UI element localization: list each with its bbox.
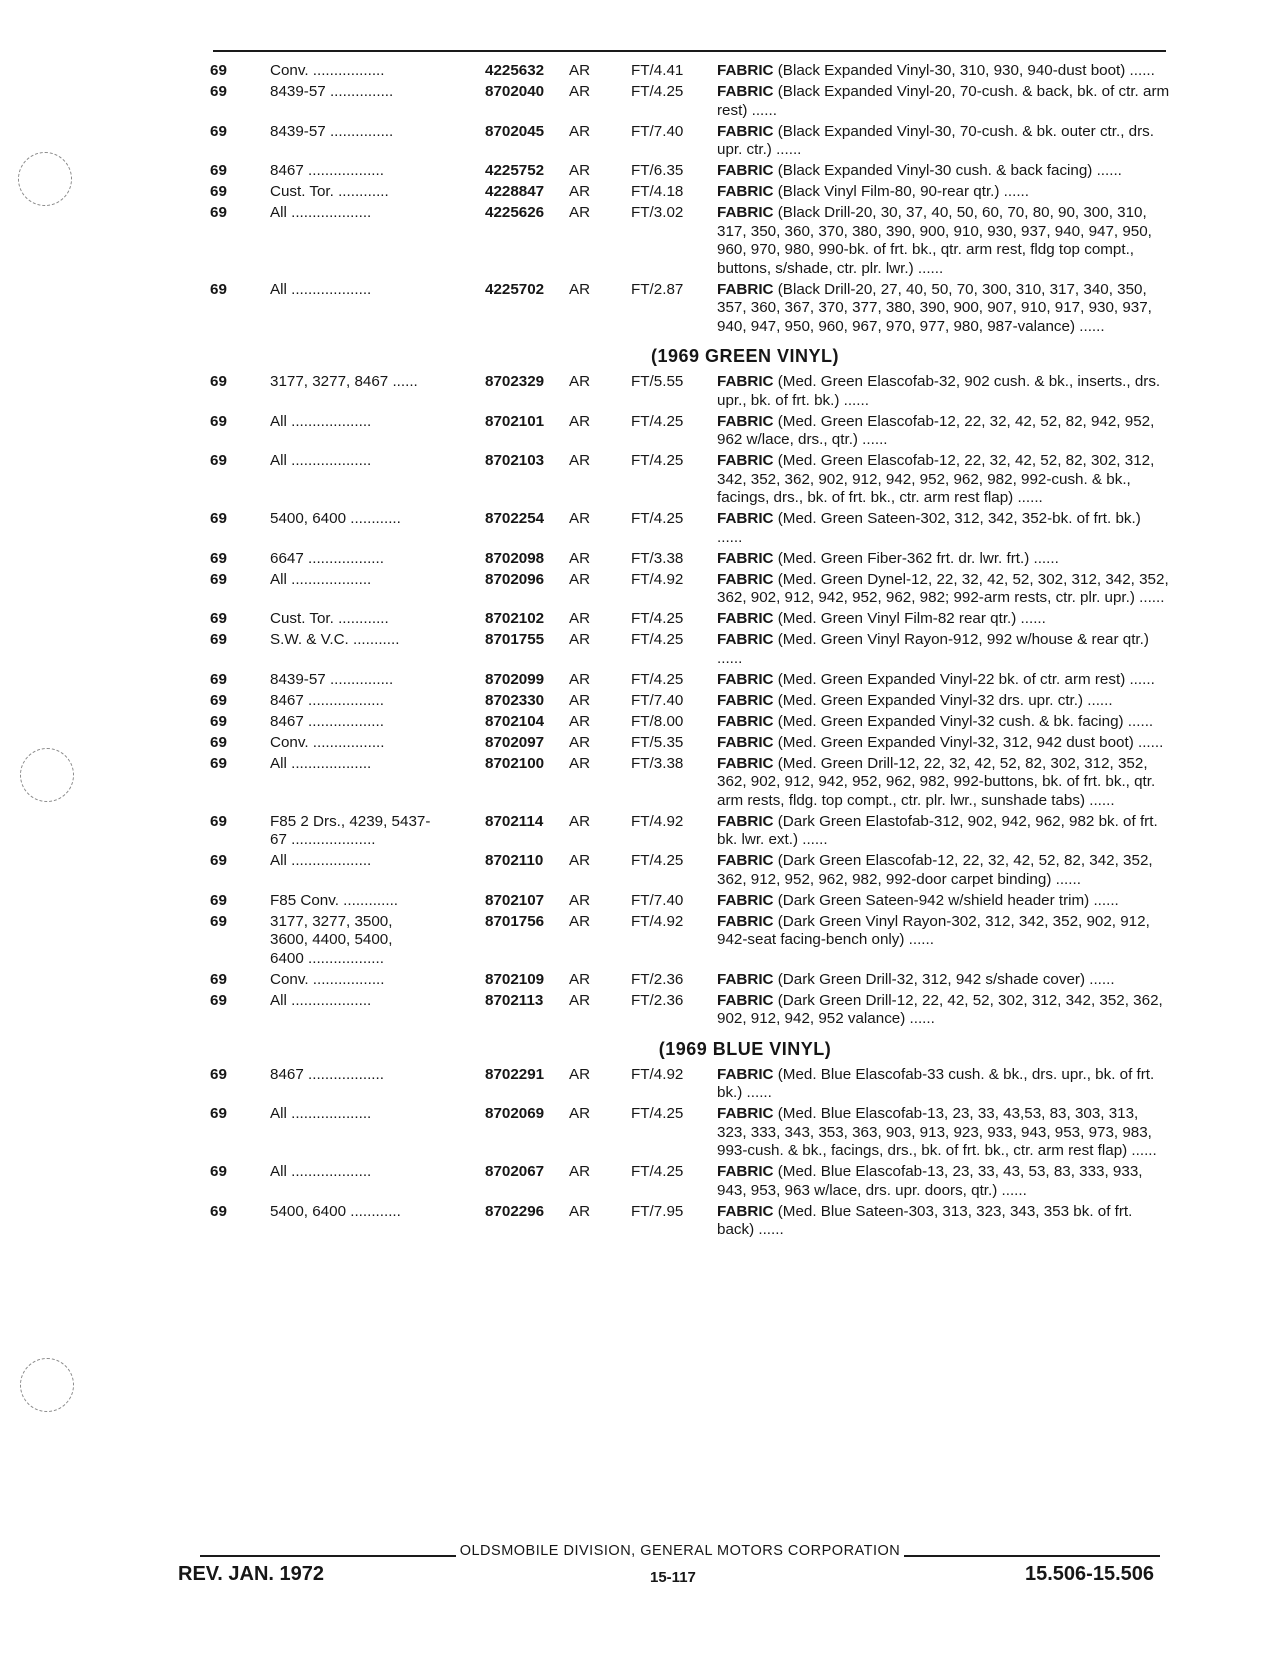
model-code: All ................... [270,852,372,869]
parts-listing [200,62,1170,1242]
item-name: FABRIC [717,83,774,100]
part-description [711,204,1170,278]
part-description [711,671,1170,690]
footer-rule-left [200,1555,456,1557]
item-name: FABRIC [717,162,774,179]
unit-price: FT/2.36 [631,991,684,1009]
unit-price: FT/2.87 [631,280,684,298]
unit: AR [569,1065,591,1083]
part-description [711,452,1170,508]
model-code: Conv. ................. [270,733,385,751]
item-detail: (Black Expanded Vinyl-30, 310, 930, 940-dust boot) ...... [773,62,1155,79]
part-description [711,162,1170,181]
item-name: FABRIC [717,570,774,588]
model-code: 5400, 6400 ............ [270,510,401,527]
unit-price: FT/4.18 [631,183,684,200]
part-number: 8702107 [485,891,545,909]
footer-rule-right [904,1555,1160,1557]
item-detail: (Med. Green Expanded Vinyl-22 bk. of ctr. arm rest) ...... [773,670,1155,688]
part-number: 8702067 [485,1163,545,1180]
unit: AR [569,812,591,830]
part-description [711,631,1170,668]
unit: AR [569,1202,591,1220]
part-number: 8702096 [485,570,545,588]
part-description [711,1066,1170,1103]
unit-price: FT/4.92 [631,570,684,588]
model-code: 8467 .................. [270,691,384,709]
unit-price: FT/4.92 [631,1065,684,1083]
model-year: 69 [210,970,227,988]
model-year: 69 [210,1202,227,1220]
part-number: 4225752 [485,162,545,179]
model-year: 69 [210,62,227,79]
unit: AR [569,891,591,909]
part-number: 8702110 [485,852,544,869]
item-name: FABRIC [717,754,774,772]
item-name: FABRIC [717,691,774,709]
unit-price: FT/4.25 [631,452,684,469]
item-detail: (Med. Green Expanded Vinyl-32 drs. upr. ctr.) ...... [773,691,1113,709]
unit-price: FT/4.25 [631,610,684,627]
unit: AR [569,452,591,469]
item-detail: (Dark Green Elastofab-312, 902, 942, 962, 982 bk. of frt. bk. lwr. ext.) ...... [717,812,1158,848]
item-name: FABRIC [717,62,774,79]
unit-price: FT/6.35 [631,162,684,179]
part-row [200,892,1170,911]
model-year: 69 [210,610,227,627]
part-row [200,452,1170,508]
part-description [711,62,1170,81]
part-row [200,913,1170,969]
unit-price: FT/8.00 [631,712,684,730]
part-number: 8702102 [485,610,545,627]
item-name: FABRIC [717,183,774,200]
unit-price: FT/5.35 [631,733,684,751]
part-number: 8702254 [485,510,545,527]
unit: AR [569,733,591,751]
item-name: FABRIC [717,373,774,390]
unit-price: FT/4.92 [631,812,684,830]
unit-price: FT/4.92 [631,912,684,930]
item-detail: (Dark Green Drill-12, 22, 42, 52, 302, 312, 342, 352, 362, 902, 912, 942, 952 valance) ...... [717,991,1163,1027]
part-description [711,892,1170,911]
model-year: 69 [210,631,227,648]
part-number: 8702101 [485,412,545,430]
top-rule [213,50,1166,52]
model-year: 69 [210,733,227,751]
part-description [711,913,1170,950]
part-number: 8702040 [485,83,545,100]
part-row [200,183,1170,202]
part-row [200,1105,1170,1161]
part-row [200,971,1170,990]
part-description [711,852,1170,889]
footer-corporation-line [200,1543,1160,1559]
item-name: FABRIC [717,122,774,140]
unit: AR [569,62,591,79]
item-name: FABRIC [717,1065,774,1083]
model-year: 69 [210,670,227,688]
part-row [200,713,1170,732]
item-detail: (Black Drill-20, 27, 40, 50, 70, 300, 310, 317, 340, 350, 357, 360, 367, 370, 377, 380, 390, 900, 907, 910, 917, 930, 937, 940, 947, 950, 960, 967, 970, 977, 980, 987-valance) ...... [717,280,1152,335]
part-row [200,413,1170,450]
model-year: 69 [210,83,227,100]
model-year: 69 [210,1163,227,1180]
item-detail: (Dark Green Drill-32, 312, 942 s/shade cover) ...... [773,970,1115,988]
part-number: 8702069 [485,1105,545,1122]
part-row [200,162,1170,181]
part-row [200,1066,1170,1103]
item-detail: (Black Vinyl Film-80, 90-rear qtr.) ...... [773,183,1029,200]
item-detail: (Med. Green Sateen-302, 312, 342, 352-bk. of frt. bk.) ...... [717,510,1141,546]
part-number: 8702103 [485,452,545,469]
unit-price: FT/4.25 [631,670,684,688]
part-row [200,852,1170,889]
unit-price: FT/7.40 [631,891,684,909]
unit: AR [569,852,591,869]
unit-price: FT/4.25 [631,83,684,100]
part-number: 8702114 [485,812,544,830]
model-code: All ................... [270,570,372,588]
item-name: FABRIC [717,812,774,830]
part-number: 8702098 [485,549,545,567]
part-description [711,692,1170,711]
model-code: All ................... [270,452,372,469]
part-row [200,510,1170,547]
unit: AR [569,691,591,709]
model-code: 8439-57 ............... [270,122,394,140]
model-year: 69 [210,754,227,772]
model-code: 6647 .................. [270,549,384,567]
part-description [711,713,1170,732]
item-name: FABRIC [717,510,774,527]
model-code: Conv. ................. [270,970,385,988]
model-year: 69 [210,912,227,930]
punch-hole [18,152,72,206]
model-year: 69 [210,204,227,221]
part-row [200,610,1170,629]
part-number: 8702291 [485,1065,545,1083]
part-row [200,281,1170,337]
item-detail: (Med. Green Elascofab-12, 22, 32, 42, 52, 82, 302, 312, 342, 352, 362, 902, 912, 942, 952, 962, 982, 992-cush. & bk., facings, drs., bk. of frt. bk., ctr. arm rest flap) ...... [717,452,1155,506]
item-name: FABRIC [717,412,774,430]
part-description [711,281,1170,337]
model-code: 8467 .................. [270,1065,384,1083]
item-detail: (Med. Blue Elascofab-13, 23, 33, 43,53, 83, 303, 313, 323, 333, 343, 353, 363, 903, 913, 923, 933, 943, 953, 973, 983, 993-cush. & bk., facings, drs., bk. of frt. bk., ctr. arm rest flap) ...... [717,1105,1157,1159]
part-number: 8702045 [485,122,545,140]
unit-price: FT/2.36 [631,970,684,988]
item-detail: (Med. Green Elascofab-12, 22, 32, 42, 52, 82, 942, 952, 962 w/lace, drs., qtr.) ...... [717,412,1155,448]
item-name: FABRIC [717,912,774,930]
unit: AR [569,373,591,390]
model-code: F85 Conv. ............. [270,891,399,909]
part-description [711,1203,1170,1240]
model-year: 69 [210,570,227,588]
section-heading: (1969 GREEN VINYL) [650,346,840,366]
item-name: FABRIC [717,1105,774,1122]
unit-price: FT/7.40 [631,691,684,709]
model-year: 69 [210,691,227,709]
item-detail: (Med. Blue Elascofab-33 cush. & bk., drs. upr., bk. of frt. bk.) ...... [717,1065,1155,1101]
unit: AR [569,204,591,221]
part-description [711,373,1170,410]
unit: AR [569,631,591,648]
model-code: All ................... [270,1163,372,1180]
part-description [711,183,1170,202]
item-name: FABRIC [717,452,774,469]
part-number: 8702100 [485,754,545,772]
model-code: 3177, 3277, 3500, 3600, 4400, 5400, 6400 .................. [270,912,393,967]
unit: AR [569,510,591,527]
model-year: 69 [210,852,227,869]
model-year: 69 [210,452,227,469]
part-number: 8702097 [485,733,545,751]
model-year: 69 [210,812,227,830]
model-code: Conv. ................. [270,62,385,79]
part-row [200,992,1170,1029]
unit: AR [569,549,591,567]
part-description [711,813,1170,850]
item-detail: (Med. Green Vinyl Rayon-912, 992 w/house & rear qtr.) ...... [717,631,1149,667]
unit-price: FT/3.02 [631,204,684,221]
part-description [711,123,1170,160]
model-year: 69 [210,991,227,1009]
unit: AR [569,162,591,179]
item-detail: (Med. Blue Elascofab-13, 23, 33, 43, 53, 83, 333, 933, 943, 953, 963 w/lace, drs. upr. doors, qtr.) ...... [717,1163,1143,1199]
unit: AR [569,280,591,298]
unit-price: FT/4.25 [631,510,684,527]
part-row [200,1163,1170,1200]
item-detail: (Med. Blue Sateen-303, 313, 323, 343, 353 bk. of frt. back) ...... [717,1202,1133,1238]
item-detail: (Black Expanded Vinyl-30, 70-cush. & bk. outer ctr., drs. upr. ctr.) ...... [717,122,1154,158]
model-code: Cust. Tor. ............ [270,610,389,627]
part-row [200,671,1170,690]
item-name: FABRIC [717,280,774,298]
part-description [711,510,1170,547]
part-number: 8702099 [485,670,545,688]
model-code: Cust. Tor. ............ [270,183,389,200]
item-detail: (Med. Green Dynel-12, 22, 32, 42, 52, 302, 312, 342, 352, 362, 902, 912, 942, 952, 962, 982; 992-arm rests, ctr. plr. upr.) ...... [717,570,1169,606]
part-description [711,992,1170,1029]
unit-price: FT/4.25 [631,852,684,869]
section-heading: (1969 BLUE VINYL) [658,1038,832,1059]
item-detail: (Black Expanded Vinyl-20, 70-cush. & back, bk. of ctr. arm rest) ...... [717,83,1170,119]
item-detail: (Black Drill-20, 30, 37, 40, 50, 60, 70, 80, 90, 300, 310, 317, 350, 360, 370, 380, 390, 900, 910, 930, 937, 940, 947, 950, 960, 970, 980, 990-bk. of frt. bk., qtr. arm rest, fldg top compt., buttons, s/shade, ctr. plr. lwr.) ...... [717,204,1152,277]
unit: AR [569,1105,591,1122]
part-number: 8702330 [485,691,545,709]
item-name: FABRIC [717,670,774,688]
item-detail: (Dark Green Vinyl Rayon-302, 312, 342, 352, 902, 912, 942-seat facing-bench only) ...... [717,912,1150,948]
unit: AR [569,122,591,140]
part-row [200,813,1170,850]
part-number: 8702113 [485,991,544,1009]
item-detail: (Med. Green Expanded Vinyl-32, 312, 942 dust boot) ...... [773,733,1164,751]
unit: AR [569,754,591,772]
item-detail: (Med. Green Expanded Vinyl-32 cush. & bk. facing) ...... [773,712,1154,730]
model-year: 69 [210,162,227,179]
item-name: FABRIC [717,712,774,730]
part-number: 8701756 [485,912,545,930]
part-description [711,83,1170,120]
part-description [711,610,1170,629]
unit-price: FT/4.41 [631,62,684,79]
part-number: 4225632 [485,62,545,79]
footer-corporation: OLDSMOBILE DIVISION, GENERAL MOTORS CORPORATION [459,1543,901,1559]
revision-date: REV. JAN. 1972 [178,1563,325,1585]
item-detail: (Med. Green Elascofab-32, 902 cush. & bk., inserts., drs. upr., bk. of frt. bk.) ...... [717,373,1161,409]
unit-price: FT/3.38 [631,549,684,567]
model-year: 69 [210,510,227,527]
part-number: 8702296 [485,1202,545,1220]
model-code: S.W. & V.C. ........... [270,631,400,648]
part-number: 8702109 [485,970,545,988]
part-description [711,1163,1170,1200]
part-description [711,550,1170,569]
item-name: FABRIC [717,891,774,909]
model-code: All ................... [270,754,372,772]
part-row [200,550,1170,569]
part-number: 8701755 [485,631,545,648]
part-description [711,571,1170,608]
model-year: 69 [210,1105,227,1122]
part-number: 4228847 [485,183,545,200]
model-code: All ................... [270,412,372,430]
unit: AR [569,570,591,588]
item-name: FABRIC [717,204,774,221]
model-code: 8439-57 ............... [270,670,394,688]
unit: AR [569,412,591,430]
part-description [711,413,1170,450]
unit: AR [569,970,591,988]
unit: AR [569,183,591,200]
part-number: 4225626 [485,204,545,221]
part-row [200,1203,1170,1240]
model-code: All ................... [270,991,372,1009]
item-name: FABRIC [717,549,774,567]
item-name: FABRIC [717,1163,774,1180]
part-row [200,692,1170,711]
part-description [711,1105,1170,1161]
unit-price: FT/3.38 [631,754,684,772]
item-name: FABRIC [717,733,774,751]
model-year: 69 [210,280,227,298]
section-reference: 15.506-15.506 [1024,1563,1154,1585]
part-number: 8702329 [485,373,545,390]
part-row [200,571,1170,608]
item-detail: (Med. Green Drill-12, 22, 32, 42, 52, 82, 302, 312, 352, 362, 902, 912, 942, 952, 962, 982, 992-buttons, bk. of frt. bk., qtr. arm rests, fldg. top compt., ctr. plr. lwr., sunshade tabs) ...... [717,754,1156,809]
item-name: FABRIC [717,852,774,869]
unit-price: FT/4.25 [631,1163,684,1180]
unit: AR [569,83,591,100]
model-code: 8467 .................. [270,162,384,179]
item-detail: (Dark Green Sateen-942 w/shield header trim) ...... [773,891,1119,909]
part-row [200,755,1170,811]
item-name: FABRIC [717,631,774,648]
punch-hole [20,1358,74,1412]
model-code: All ................... [270,1105,372,1122]
unit-price: FT/4.25 [631,631,684,648]
model-year: 69 [210,891,227,909]
item-detail: (Med. Green Fiber-362 frt. dr. lwr. frt.) ...... [773,549,1059,567]
unit: AR [569,1163,591,1180]
part-number: 4225702 [485,280,545,298]
part-row [200,373,1170,410]
model-year: 69 [210,373,227,390]
model-code: 5400, 6400 ............ [270,1202,401,1220]
model-year: 69 [210,712,227,730]
item-name: FABRIC [717,970,774,988]
unit-price: FT/4.25 [631,1105,684,1122]
part-row [200,62,1170,81]
model-code: All ................... [270,204,372,221]
unit-price: FT/7.40 [631,122,684,140]
model-year: 69 [210,183,227,200]
part-description [711,971,1170,990]
unit-price: FT/5.55 [631,373,684,390]
part-row [200,734,1170,753]
unit: AR [569,670,591,688]
item-name: FABRIC [717,610,774,627]
part-number: 8702104 [485,712,545,730]
part-row [200,123,1170,160]
model-code: 8439-57 ............... [270,83,394,100]
model-code: 3177, 3277, 8467 ...... [270,373,418,390]
page-number: 15-117 [650,1569,696,1586]
unit-price: FT/7.95 [631,1202,684,1220]
part-description [711,755,1170,811]
model-year: 69 [210,412,227,430]
item-detail: (Med. Green Vinyl Film-82 rear qtr.) ...... [773,610,1046,627]
model-code: All ................... [270,280,372,298]
model-year: 69 [210,122,227,140]
item-name: FABRIC [717,1202,774,1220]
part-row [200,83,1170,120]
part-row [200,631,1170,668]
model-year: 69 [210,549,227,567]
item-detail: (Dark Green Elascofab-12, 22, 32, 42, 52, 82, 342, 352, 362, 912, 952, 962, 982, 992-door carpet binding) ...... [717,852,1153,888]
part-description [711,734,1170,753]
model-code: 8467 .................. [270,712,384,730]
item-name: FABRIC [717,991,774,1009]
part-row [200,204,1170,278]
unit: AR [569,991,591,1009]
model-code: F85 2 Drs., 4239, 5437- 67 .................... [270,812,431,848]
unit: AR [569,712,591,730]
model-year: 69 [210,1065,227,1083]
item-detail: (Black Expanded Vinyl-30 cush. & back facing) ...... [773,162,1122,179]
unit-price: FT/4.25 [631,412,684,430]
punch-hole [20,748,74,802]
unit: AR [569,610,591,627]
unit: AR [569,912,591,930]
